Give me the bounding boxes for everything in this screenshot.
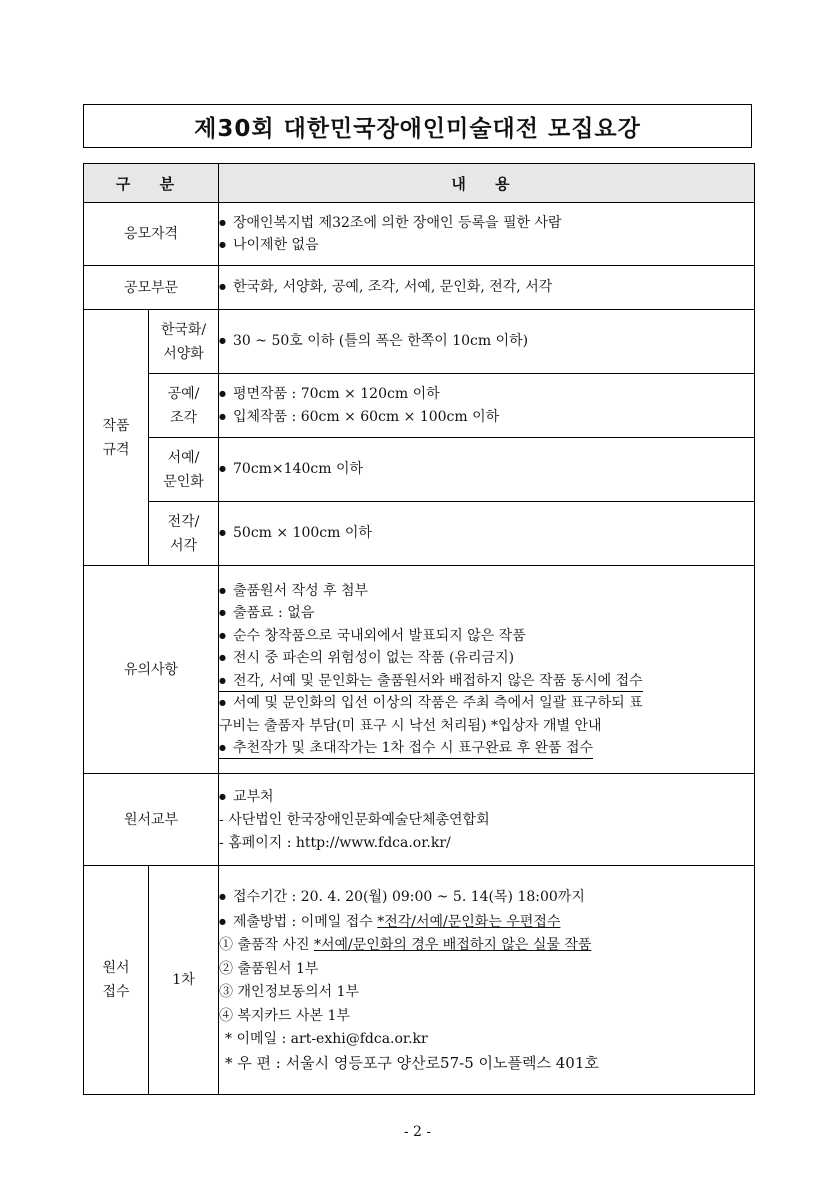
submission-label [84,866,149,1095]
note-item: ● 출품원서 작성 후 첨부 [219,580,754,603]
distribution-item: ● 교부처 [219,785,754,809]
note-item: ● 서예 및 문인화의 입선 이상의 작품은 주최 측에서 일괄 표구하되 표 [219,692,754,715]
distribution-row [84,774,755,866]
page-title: 제30회 대한민국장애인미술대전 모집요강 [83,104,752,148]
submission-method [219,910,754,935]
submission-email: * 이메일 : art-exhi@fdca.or.kr [225,1031,428,1047]
distribution-label: 원서교부 [84,774,219,866]
submission-row [84,866,755,1095]
spec-sub-label-line: 서양화 [163,345,204,362]
spec-item: ● 30 ~ 50호 이하 (틀의 폭은 한쪽이 10cm 이하) [219,330,754,353]
spec-row [84,438,755,502]
submission-doc: ④ 복지카드 사본 1부 [219,1007,350,1024]
spec-item: ● 70cm×140cm 이하 [219,458,754,481]
submission-method-note: *전각/서예/문인화는 우편접수 [377,913,561,930]
submission-doc [219,934,754,958]
spec-item: ● 50cm × 100cm 이하 [219,522,754,545]
spec-sub-label [149,502,219,566]
submission-doc: ② 출품원서 1부 [219,960,319,977]
spec-sub-label-line: 서각 [169,537,198,554]
spec-sub-label-line: 한국화/ [160,321,207,338]
spec-row [84,374,755,438]
spec-sub-label [149,310,219,374]
submission-doc-note: *서예/문인화의 경우 배접하지 않은 실물 작품 [314,937,592,953]
notes-label: 유의사항 [84,566,219,774]
submission-doc-text: ① 출품작 사진 [219,937,314,953]
categories-row [84,266,755,310]
distribution-item: - 홈페이지 : http://www.fdca.or.kr/ [219,834,451,851]
spec-item: ● 입체작품 : 60cm × 60cm × 100cm 이하 [219,406,754,429]
spec-sub-label [149,438,219,502]
submission-post: * 우 편 : 서울시 영등포구 양산로57-5 이노플렉스 401호 [225,1053,599,1072]
spec-item: ● 평면작품 : 70cm × 120cm 이하 [219,383,754,406]
specs-label-line: 규격 [102,441,130,458]
note-item: ● 전각, 서예 및 문인화는 출품원서와 배접하지 않은 작품 동시에 접수 [219,671,643,692]
note-item: ● 순수 창작품으로 국내외에서 발표되지 않은 작품 [219,625,754,648]
eligibility-row [84,203,755,266]
spec-sub-label [149,374,219,438]
notes-row [84,566,755,774]
header-content: 내 용 [219,164,755,203]
distribution-item: - 사단법인 한국장애인문화예술단체총연합회 [219,811,490,828]
submission-round: 1차 [149,866,219,1095]
categories-label: 공모부문 [84,266,219,310]
submission-method-text: 제출방법 : 이메일 접수 [233,913,378,930]
note-item: ● 출품료 : 없음 [219,602,754,625]
eligibility-item: ● 나이제한 없음 [219,234,754,257]
spec-sub-label-line: 전각/ [167,513,200,530]
spec-row [84,502,755,566]
categories-item: ● 한국화, 서양화, 공예, 조각, 서예, 문인화, 전각, 서각 [219,276,754,299]
spec-sub-label-line: 조각 [169,409,198,426]
spec-sub-label-line: 공예/ [167,385,200,402]
note-item: ● 전시 중 파손의 위험성이 없는 작품 (유리금지) [219,647,754,670]
specs-label [84,310,149,566]
specs-label-line: 작품 [102,417,130,434]
note-item: 구비는 출품자 부담(미 표구 시 낙선 처리됨) *입상자 개별 안내 [219,717,602,734]
table-header-row [84,164,755,203]
recruitment-table [83,163,755,1095]
page-number: - 2 - [403,1124,432,1140]
header-category: 구 분 [84,164,219,203]
spec-sub-label-line: 서예/ [167,449,200,466]
submission-doc: ③ 개인정보동의서 1부 [219,984,360,1000]
spec-sub-label-line: 문인화 [163,473,204,490]
submission-label-line: 원서 [102,960,130,976]
eligibility-label: 응모자격 [84,203,219,266]
submission-period: ● 접수기간 : 20. 4. 20(월) 09:00 ~ 5. 14(목) 18:00까지 [219,885,754,910]
submission-label-line: 접수 [102,984,130,1000]
spec-row [84,310,755,374]
eligibility-item: ● 장애인복지법 제32조에 의한 장애인 등록을 필한 사람 [219,212,754,235]
note-item: ● 추천작가 및 초대작가는 1차 접수 시 표구완료 후 완품 접수 [219,738,593,759]
